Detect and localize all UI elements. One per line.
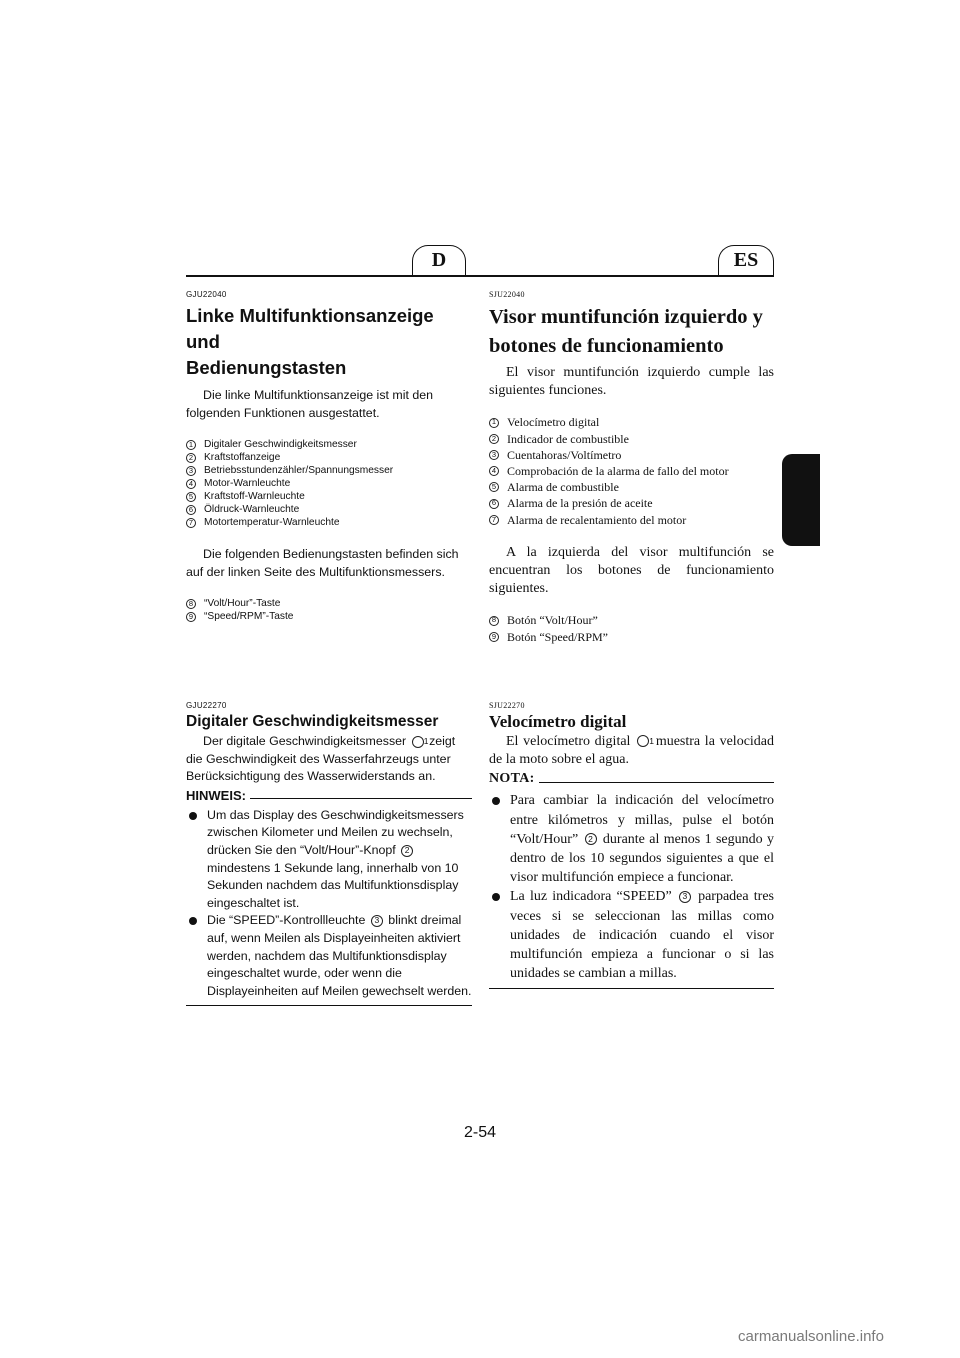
list-item: 7 Motortemperatur-Warnleuchte: [186, 516, 472, 529]
list-item: 2 Indicador de combustible: [489, 431, 774, 447]
callout-1: 1: [412, 736, 424, 748]
language-badge-german: D: [412, 245, 466, 275]
list-item: 5 Alarma de combustible: [489, 479, 774, 495]
buttons-intro: Die folgenden Bedienungstasten befinden sich auf der linken Seite des Multifunktionsmessers.: [186, 547, 459, 579]
list-item: Um das Display des Geschwindigkeitsmessers zwischen Kilometer und Meilen zu wechseln, drücken Sie den “Volt/Hour”-Knopf 2 mindestens 1 Sekunde lang, innerhalb von 10 Sekunden nachdem das Multifunktionsdisplay eingeschaltet ist.: [186, 807, 472, 913]
chapter-thumb-tab: [782, 454, 820, 546]
note-end-rule: [489, 988, 774, 989]
speedometer-paragraph: El velocímetro digital 1 muestra la velocidad de la moto sobre el agua.: [489, 734, 775, 768]
language-badge-spanish: ES: [718, 245, 774, 275]
intro-paragraph: Die linke Multifunktionsanzeige ist mit den folgenden Funktionen ausgestattet.: [186, 388, 434, 420]
list-item: 8 Botón “Volt/Hour”: [489, 612, 774, 628]
watermark-text: carmanualsonline.info: [738, 1328, 884, 1345]
header-rule: [186, 275, 774, 277]
list-item: 6 Öldruck-Warnleuchte: [186, 503, 472, 516]
spanish-section-multifunction: [489, 290, 774, 645]
function-list: [489, 414, 774, 527]
section-title: Velocímetro digital: [489, 712, 627, 731]
list-item: 7 Alarma de recalentamiento del motor: [489, 512, 774, 528]
section-title: Linke Multifunktionsanzeige und Bedienungstasten: [186, 305, 434, 378]
list-item: 6 Alarma de la presión de aceite: [489, 495, 774, 511]
speedometer-paragraph: Der digitale Geschwindigkeitsmesser 1 zeigt die Geschwindigkeit des Wasserfahrzeugs unter Berücksichtigung des Wasserwiderstands an.: [186, 734, 456, 784]
list-item: 5 Kraftstoff-Warnleuchte: [186, 490, 472, 503]
callout-3: 3: [371, 915, 383, 927]
list-item: 9 Botón “Speed/RPM”: [489, 629, 774, 645]
list-item: 2 Kraftstoffanzeige: [186, 451, 472, 464]
list-item: 4 Comprobación de la alarma de fallo del motor: [489, 463, 774, 479]
section-code: GJU22270: [186, 701, 227, 710]
section-title: Visor muntifunción izquierdo y botones de funcionamiento: [489, 306, 763, 357]
callout-2: 2: [585, 833, 597, 845]
list-item: 8 “Volt/Hour”-Taste: [186, 597, 472, 610]
note-box: [186, 788, 472, 1007]
button-list: [186, 597, 472, 623]
spanish-section-speedometer: [489, 701, 774, 989]
german-section-multifunction: [186, 290, 472, 623]
callout-2: 2: [401, 845, 413, 857]
button-list: [489, 612, 774, 644]
note-end-rule: [186, 1005, 472, 1006]
list-item: 4 Motor-Warnleuchte: [186, 477, 472, 490]
section-code: SJU22040: [489, 290, 525, 299]
list-item: Para cambiar la indicación del velocímetro entre kilómetros y millas, pulse el botón “Volt/Hour” 2 durante al menos 1 segundo y dentro de los 10 segundos siguientes a que el visor multifunción empiece a funcionar.: [489, 791, 774, 887]
list-item: 3 Betriebsstundenzähler/Spannungsmesser: [186, 464, 472, 477]
section-code: SJU22270: [489, 701, 525, 710]
note-label: HINWEIS:: [186, 787, 246, 803]
german-section-speedometer: [186, 701, 472, 1006]
list-item: 1 Velocímetro digital: [489, 414, 774, 430]
list-item: 3 Cuentahoras/Voltímetro: [489, 447, 774, 463]
function-list: [186, 438, 472, 529]
page-number: 2-54: [463, 1124, 497, 1141]
note-bullets: [489, 791, 774, 983]
buttons-intro: A la izquierda del visor multifunción se encuentran los botones de funcionamiento siguientes.: [489, 544, 774, 597]
list-item: La luz indicadora “SPEED” 3 parpadea tres veces si se seleccionan las millas como unidades de indicación cuando el visor multifunción empieza a funcionar o si las unidades se cambian a millas.: [489, 887, 774, 983]
section-code: GJU22040: [186, 290, 227, 299]
note-label: NOTA:: [489, 771, 535, 787]
section-title: Digitaler Geschwindigkeitsmesser: [186, 713, 439, 730]
note-bullets: [186, 807, 472, 1001]
callout-3: 3: [679, 891, 691, 903]
list-item: Die “SPEED”-Kontrollleuchte 3 blinkt dreimal auf, wenn Meilen als Displayeinheiten aktiviert werden, nachdem das Multifunktionsdisplay eingeschaltet wurde, oder wenn die Displayeinheiten auf Meilen gewechselt werden.: [186, 912, 472, 1000]
intro-paragraph: El visor muntifunción izquierdo cumple las siguientes funciones.: [489, 365, 774, 399]
list-item: 1 Digitaler Geschwindigkeitsmesser: [186, 438, 472, 451]
callout-1: 1: [637, 735, 649, 747]
list-item: 9 “Speed/RPM”-Taste: [186, 610, 472, 623]
note-box: [489, 771, 774, 989]
